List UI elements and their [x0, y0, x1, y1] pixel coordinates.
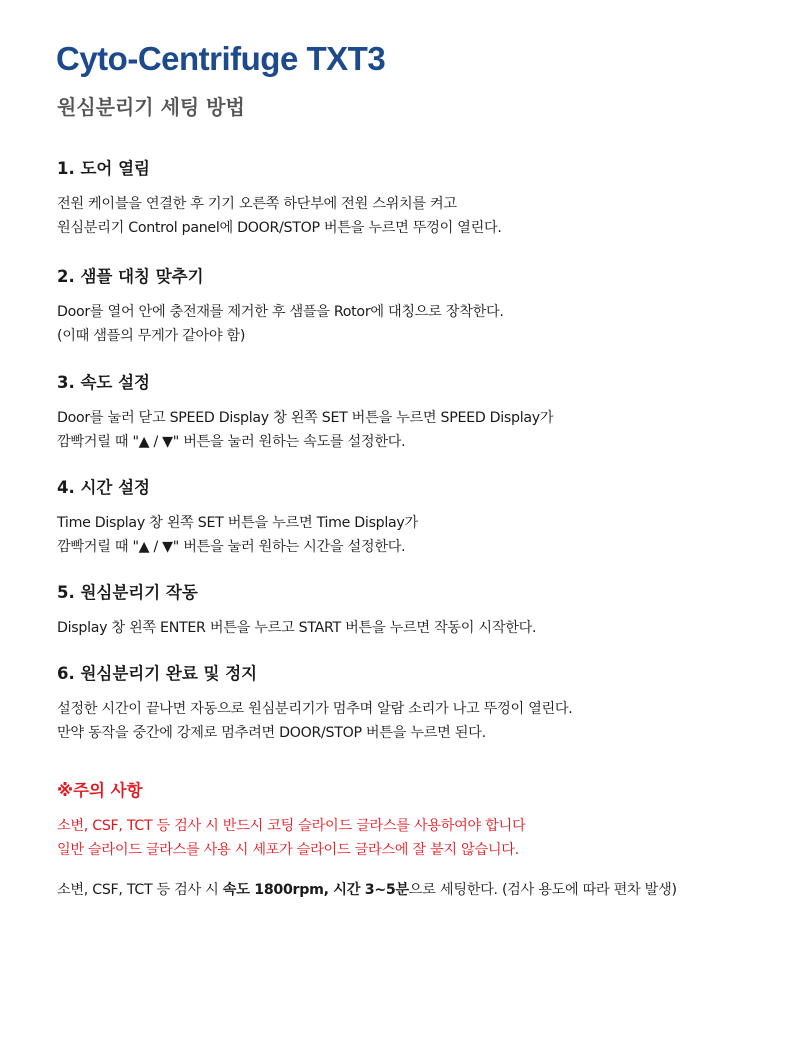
- section-line: 원심분리기 Control panel에 DOOR/STOP 버튼을 누르면 뚜껑이 열린다.: [57, 220, 502, 236]
- recommended-setting-note: [57, 878, 677, 902]
- section-line: 만약 동작을 중간에 강제로 멈추려면 DOOR/STOP 버튼을 누르면 된다.: [57, 725, 486, 741]
- section-heading: 1. 도어 열림: [57, 159, 150, 178]
- section-line: 설정한 시간이 끝나면 자동으로 원심분리기가 멈추며 알람 소리가 나고 뚜껑이 열린다.: [57, 701, 573, 717]
- section-line: 깜빡거릴 때 "▲ / ▼" 버튼을 눌러 원하는 속도를 설정한다.: [57, 434, 406, 450]
- caution-section: [57, 780, 777, 862]
- section-heading: 4. 시간 설정: [57, 478, 150, 497]
- section-line: 전원 케이블을 연결한 후 기기 오른쪽 하단부에 전원 스위치를 켜고: [57, 196, 457, 212]
- section-heading: 3. 속도 설정: [57, 373, 150, 392]
- section-heading: 2. 샘플 대칭 맞추기: [57, 267, 204, 286]
- section-heading: 6. 원심분리기 완료 및 정지: [57, 664, 258, 683]
- caution-line: 소변, CSF, TCT 등 검사 시 반드시 코팅 슬라이드 글라스를 사용하여야 합니다: [57, 818, 526, 834]
- section-line: 깜빡거릴 때 "▲ / ▼" 버튼을 눌러 원하는 시간을 설정한다.: [57, 539, 406, 555]
- section-door-open: [57, 158, 777, 240]
- note-prefix: 소변, CSF, TCT 등 검사 시: [57, 882, 223, 898]
- section-complete-stop: [57, 663, 777, 745]
- section-body: [57, 616, 777, 640]
- section-line: Display 창 왼쪽 ENTER 버튼을 누르고 START 버튼을 누르면 작동이 시작한다.: [57, 620, 537, 636]
- caution-line: 일반 슬라이드 글라스를 사용 시 세포가 슬라이드 글라스에 잘 붙지 않습니다.: [57, 842, 519, 858]
- section-operation: [57, 582, 777, 640]
- section-line: Time Display 창 왼쪽 SET 버튼을 누르면 Time Display가: [57, 515, 418, 531]
- section-line: Door를 열어 안에 충전재를 제거한 후 샘플을 Rotor에 대칭으로 장착한다.: [57, 304, 504, 320]
- section-time-setting: [57, 477, 777, 559]
- section-heading: 5. 원심분리기 작동: [57, 583, 198, 602]
- note-suffix: 으로 세팅한다. (검사 용도에 따라 편차 발생): [408, 882, 677, 898]
- section-speed-setting: [57, 372, 777, 454]
- section-line: Door를 눌러 닫고 SPEED Display 창 왼쪽 SET 버튼을 누르면 SPEED Display가: [57, 410, 554, 426]
- section-body: [57, 406, 777, 454]
- section-body: [57, 300, 777, 348]
- page-subtitle: 원심분리기 세팅 방법: [57, 95, 245, 119]
- caution-heading: ※주의 사항: [57, 781, 143, 800]
- section-body: [57, 192, 777, 240]
- section-body: [57, 697, 777, 745]
- section-body: [57, 511, 777, 559]
- caution-body: [57, 814, 777, 862]
- page-title: Cyto-Centrifuge TXT3: [56, 40, 386, 77]
- section-sample-balance: [57, 266, 777, 348]
- note-bold-values: 속도 1800rpm, 시간 3~5분: [222, 882, 409, 898]
- section-line: (이때 샘플의 무게가 같아야 함): [57, 328, 246, 344]
